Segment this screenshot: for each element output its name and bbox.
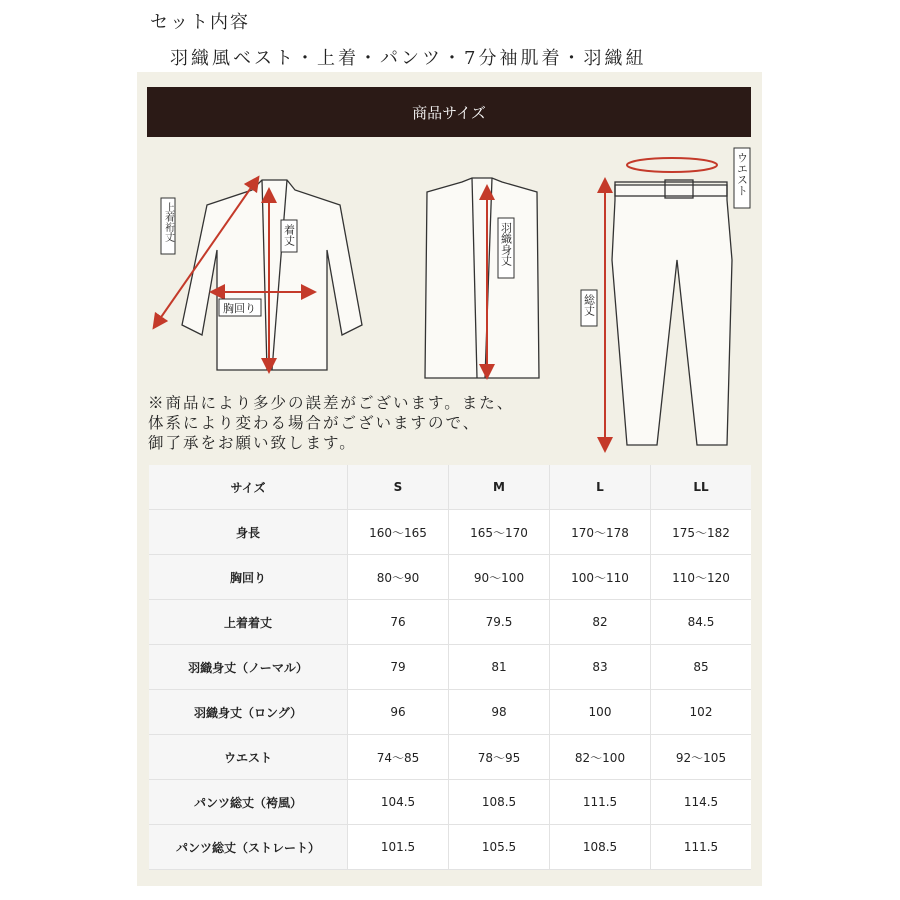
table-cell: 90～100 — [449, 555, 550, 600]
haori-label-text: 羽織身丈 — [499, 222, 513, 266]
vest-illustration — [425, 178, 539, 378]
table-cell: 85 — [651, 645, 751, 690]
sleeve-label — [161, 198, 175, 254]
table-row — [149, 735, 751, 780]
table-cell: 98 — [449, 690, 550, 735]
chest-label-text: 胸回り — [223, 302, 256, 315]
sleeve-label-text: 上着裄丈 — [162, 202, 174, 242]
haori-label — [498, 218, 514, 278]
header-cell: S — [348, 465, 449, 510]
table-cell: 165～170 — [449, 510, 550, 555]
table-cell: 92～105 — [651, 735, 751, 780]
table-header-row — [149, 465, 751, 510]
table-cell: 111.5 — [651, 825, 751, 870]
table-cell: 102 — [651, 690, 751, 735]
length-label — [281, 220, 297, 252]
table-cell: 84.5 — [651, 600, 751, 645]
table-cell: 74～85 — [348, 735, 449, 780]
table-row — [149, 780, 751, 825]
table-cell: 100 — [550, 690, 651, 735]
table-row — [149, 600, 751, 645]
table-cell: 114.5 — [651, 780, 751, 825]
table-cell: 108.5 — [449, 780, 550, 825]
jacket-illustration — [182, 180, 362, 370]
row-label: 羽織身丈（ノーマル） — [149, 645, 348, 690]
row-label: 上着着丈 — [149, 600, 348, 645]
note-line: 御了承をお願い致します。 — [148, 434, 357, 452]
table-row — [149, 825, 751, 870]
table-cell: 111.5 — [550, 780, 651, 825]
size-header — [147, 87, 751, 137]
row-label: 羽織身丈（ロング） — [149, 690, 348, 735]
table-cell: 82～100 — [550, 735, 651, 780]
table-cell: 83 — [550, 645, 651, 690]
row-label: 胸回り — [149, 555, 348, 600]
table-cell: 105.5 — [449, 825, 550, 870]
waist-label-text: ウエスト — [735, 152, 749, 196]
table-cell: 80～90 — [348, 555, 449, 600]
row-label: パンツ総丈（袴風） — [149, 780, 348, 825]
total-label — [581, 290, 597, 326]
header-cell: サイズ — [149, 465, 348, 510]
table-cell: 104.5 — [348, 780, 449, 825]
table-cell: 96 — [348, 690, 449, 735]
set-contents-title: セット内容 — [150, 12, 250, 33]
size-header-label: 商品サイズ — [412, 103, 486, 122]
header-cell: LL — [651, 465, 751, 510]
table-cell: 76 — [348, 600, 449, 645]
table-cell: 82 — [550, 600, 651, 645]
table-cell: 101.5 — [348, 825, 449, 870]
table-cell: 79.5 — [449, 600, 550, 645]
table-cell: 170～178 — [550, 510, 651, 555]
table-cell: 110～120 — [651, 555, 751, 600]
table-cell: 79 — [348, 645, 449, 690]
chest-label — [219, 299, 261, 316]
table-row — [149, 510, 751, 555]
total-label-text: 総丈 — [582, 294, 596, 316]
table-cell: 100～110 — [550, 555, 651, 600]
header-cell: M — [449, 465, 550, 510]
note-line: ※商品により多少の誤差がございます。また、 — [148, 394, 515, 412]
note-line: 体系により変わる場合がございますので、 — [148, 414, 481, 432]
row-label: 身長 — [149, 510, 348, 555]
length-label-text: 着丈 — [282, 224, 296, 246]
table-cell: 160～165 — [348, 510, 449, 555]
table-row — [149, 555, 751, 600]
size-table — [149, 465, 751, 870]
size-note — [148, 393, 514, 453]
pants-illustration — [612, 180, 732, 445]
table-row — [149, 690, 751, 735]
table-row — [149, 645, 751, 690]
table-cell: 175～182 — [651, 510, 751, 555]
table-cell: 81 — [449, 645, 550, 690]
table-cell: 108.5 — [550, 825, 651, 870]
waist-arrow — [627, 158, 717, 172]
row-label: パンツ総丈（ストレート） — [149, 825, 348, 870]
row-label: ウエスト — [149, 735, 348, 780]
table-cell: 78～95 — [449, 735, 550, 780]
header-cell: L — [550, 465, 651, 510]
waist-label — [734, 148, 750, 208]
set-contents-list: 羽織風ベスト・上着・パンツ・7分袖肌着・羽織紐 — [170, 48, 647, 69]
